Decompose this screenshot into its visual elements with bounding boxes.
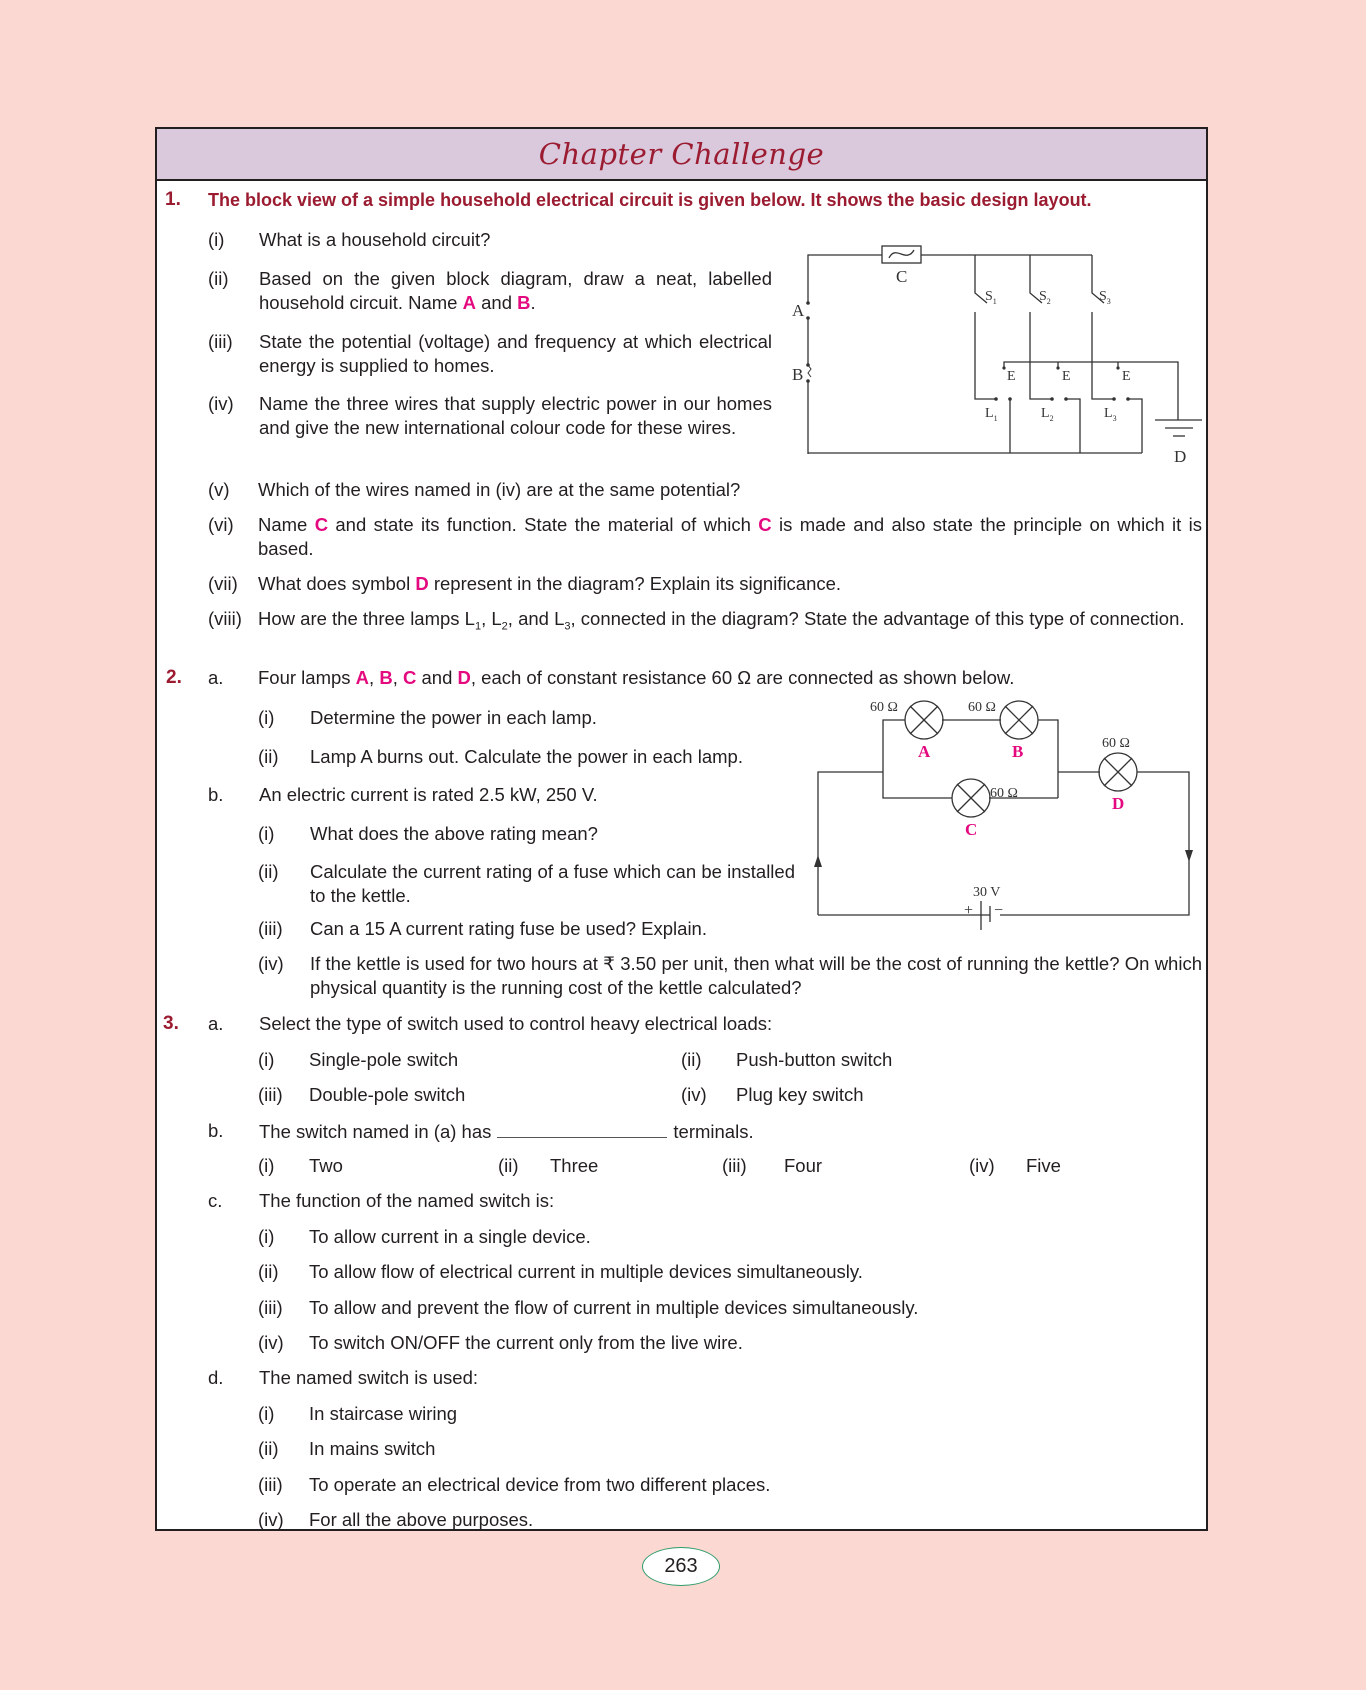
q1-ii-label: (ii) [208,268,229,289]
q1-vi-label: (vi) [208,514,234,535]
label-a: A [355,667,370,688]
q3d-opt3-text[interactable]: To operate an electrical device from two different places. [309,1474,771,1495]
q3d-label: d. [208,1367,224,1388]
q2b-i-text: What does the above rating mean? [310,823,598,844]
q3a-label: a. [208,1013,224,1034]
switch-s2: $S_2$ [1039,289,1051,306]
label-b: B [517,292,531,313]
resistance-a: 60 Ω [870,700,898,715]
q1-viii-label: (viii) [208,608,242,629]
lamp-c-label: C [965,820,978,839]
q3d-text: The named switch is used: [259,1367,479,1388]
resistance-b: 60 Ω [968,700,996,715]
earth-e3: E [1122,369,1131,384]
q2b-ii-label: (ii) [258,861,279,882]
q1-v-text: Which of the wires named in (iv) are at the same potential? [258,479,741,500]
q2a-i-label: (i) [258,707,275,728]
q3c-text: The function of the named switch is: [259,1190,555,1211]
text: represent in the diagram? Explain its significance. [428,573,842,594]
label-c: C [758,514,772,535]
text: is made and also state the principle on which it is based. [258,514,1202,559]
text: What does symbol [258,573,416,594]
q3d-opt3-label: (iii) [258,1474,283,1495]
q1-v-label: (v) [208,479,230,500]
q3-number: 3. [163,1013,179,1034]
plus-sign: + [964,902,974,919]
q3a-opt1-text[interactable]: Single-pole switch [309,1049,459,1070]
subscript: 1 [474,620,482,633]
q3d-opt4-text[interactable]: For all the above purposes. [309,1509,534,1530]
text: terminals. [673,1121,754,1142]
text: Based on the given block diagram, draw a neat, labelled household circuit. Name [259,268,772,313]
text: The switch named in (a) has [259,1121,492,1142]
q2b-text: An electric current is rated 2.5 kW, 250 V. [259,784,598,805]
q3b-opt3-text[interactable]: Four [784,1155,823,1176]
q2a-ii-text: Lamp A burns out. Calculate the power in each lamp. [310,746,743,767]
q3c-opt2-text[interactable]: To allow flow of electrical current in multiple devices simultaneously. [309,1261,863,1282]
q2b-iii-text: Can a 15 A current rating fuse be used? Explain. [310,918,707,939]
lamp-l2: $L_2$ [1041,406,1054,423]
q3b-opt4-text[interactable]: Five [1026,1155,1061,1176]
q3b-opt2-label: (ii) [498,1155,519,1176]
text: How are the three lamps L [258,608,475,629]
q2b-iii-label: (iii) [258,918,283,939]
text: and state its function. State the material of which [328,514,759,535]
q1-number: 1. [165,189,181,210]
lamp-circuit-diagram [800,690,1200,930]
q3d-opt2-label: (ii) [258,1438,279,1459]
label-d: D [415,573,429,594]
q1-iv-text: Name the three wires that supply electric power in our homes and give the new international colour code for these wires. [259,393,772,438]
text: , each of constant resistance 60 Ω are connected as shown below. [470,667,1015,688]
q1-i-text: What is a household circuit? [259,229,491,250]
q3a-opt3-label: (iii) [258,1084,283,1105]
q1-vii-text [258,572,841,596]
q3b-text [259,1119,754,1144]
voltage-label: 30 V [973,885,1001,900]
q3d-opt2-text[interactable]: In mains switch [309,1438,436,1459]
earth-e1: E [1007,369,1016,384]
title-bar [157,129,1206,181]
arrow-up-icon [814,855,822,867]
q1-iv-label: (iv) [208,393,234,414]
q2-number: 2. [166,667,182,688]
q3c-opt3-label: (iii) [258,1297,283,1318]
text: , [392,667,403,688]
subscript: 3 [564,620,571,633]
q1-vi-text [258,513,1202,561]
q3a-opt2-label: (ii) [681,1049,702,1070]
lamp-b-label: B [1012,742,1024,761]
text: Name [258,514,315,535]
label-d: D [457,667,471,688]
subscript: 2 [501,620,508,633]
q1-prompt: The block view of a simple household electrical circuit is given below. It shows the basic design layout. [208,190,1092,210]
q2b-i-label: (i) [258,823,275,844]
text: . [530,292,536,313]
q2a-label: a. [208,667,224,688]
arrow-down-icon [1185,850,1193,862]
label-c: C [896,267,908,286]
lamp-a-label: A [918,742,931,761]
q3d-opt1-text[interactable]: In staircase wiring [309,1403,458,1424]
lamp-l3: $L_3$ [1104,406,1117,423]
lamp-l1: $L_1$ [985,406,998,423]
q1-iii-label: (iii) [208,331,233,352]
q2b-iv-text: If the kettle is used for two hours at ₹ 3.50 per unit, then what will be the cost of running the kettle? On which physical quantity is the running cost of the kettle calculated? [310,953,1202,998]
q3c-label: c. [208,1190,223,1211]
page-number-text: 263 [664,1555,698,1577]
switch-s3: $S_3$ [1099,289,1111,306]
q2a-ii-label: (ii) [258,746,279,767]
q3d-opt4-label: (iv) [258,1509,284,1530]
q3a-opt3-text[interactable]: Double-pole switch [309,1084,466,1105]
lamp-d-label: D [1112,794,1125,813]
label-b: B [792,365,804,384]
q1-i-label: (i) [208,229,225,250]
fill-in-blank[interactable] [497,1119,667,1138]
text: Four lamps [258,667,356,688]
q3a-opt2-text[interactable]: Push-button switch [736,1049,893,1070]
q3a-text: Select the type of switch used to control heavy electrical loads: [259,1013,773,1034]
page-number [642,1547,720,1586]
text: and [416,667,458,688]
resistance-c: 60 Ω [990,786,1018,801]
q2a-i-text: Determine the power in each lamp. [310,707,597,728]
label-b: B [379,667,393,688]
household-circuit-diagram [790,230,1210,470]
q3b-label: b. [208,1120,224,1141]
label-a: A [462,292,476,313]
resistance-d: 60 Ω [1102,736,1130,751]
page-title: Chapter Challenge [538,137,825,171]
q3c-opt4-text[interactable]: To switch ON/OFF the current only from the live wire. [309,1332,743,1353]
label-a: A [792,301,805,320]
q3a-opt1-label: (i) [258,1049,275,1070]
q1-viii-text [258,607,1202,639]
minus-sign: − [994,902,1004,919]
q3a-opt4-label: (iv) [681,1084,707,1105]
q1-vii-label: (vii) [208,573,238,594]
q3b-opt4-label: (iv) [969,1155,995,1176]
q1-ii-text [259,267,772,315]
q2a-text [258,666,1014,690]
earth-e2: E [1062,369,1071,384]
q2b-label: b. [208,784,224,805]
q3b-opt3-label: (iii) [722,1155,747,1176]
label-c: C [314,514,329,535]
q3c-opt2-label: (ii) [258,1261,279,1282]
q3c-opt1-text[interactable]: To allow current in a single device. [309,1226,591,1247]
q3a-opt4-text[interactable]: Plug key switch [736,1084,864,1105]
q3c-opt3-text[interactable]: To allow and prevent the flow of current in multiple devices simultaneously. [309,1297,919,1318]
q3c-opt1-label: (i) [258,1226,275,1247]
text: , and L [507,608,565,629]
q3d-opt1-label: (i) [258,1403,275,1424]
text: and [475,292,518,313]
label-d: D [1174,447,1187,466]
label-c: C [402,667,417,688]
text: , L [481,608,502,629]
q3c-opt4-label: (iv) [258,1332,284,1353]
q3b-opt1-text[interactable]: Two [309,1155,343,1176]
q3b-opt1-label: (i) [258,1155,275,1176]
q2b-iv-label: (iv) [258,953,284,974]
text: , connected in the diagram? State the advantage of this type of connection. [570,608,1185,629]
q2b-ii-text: Calculate the current rating of a fuse which can be installed to the kettle. [310,861,795,906]
q1-iii-text: State the potential (voltage) and frequency at which electrical energy is supplied to homes. [259,331,772,376]
q3b-opt2-text[interactable]: Three [550,1155,599,1176]
switch-s1: $S_1$ [985,289,997,306]
text: , [369,667,380,688]
